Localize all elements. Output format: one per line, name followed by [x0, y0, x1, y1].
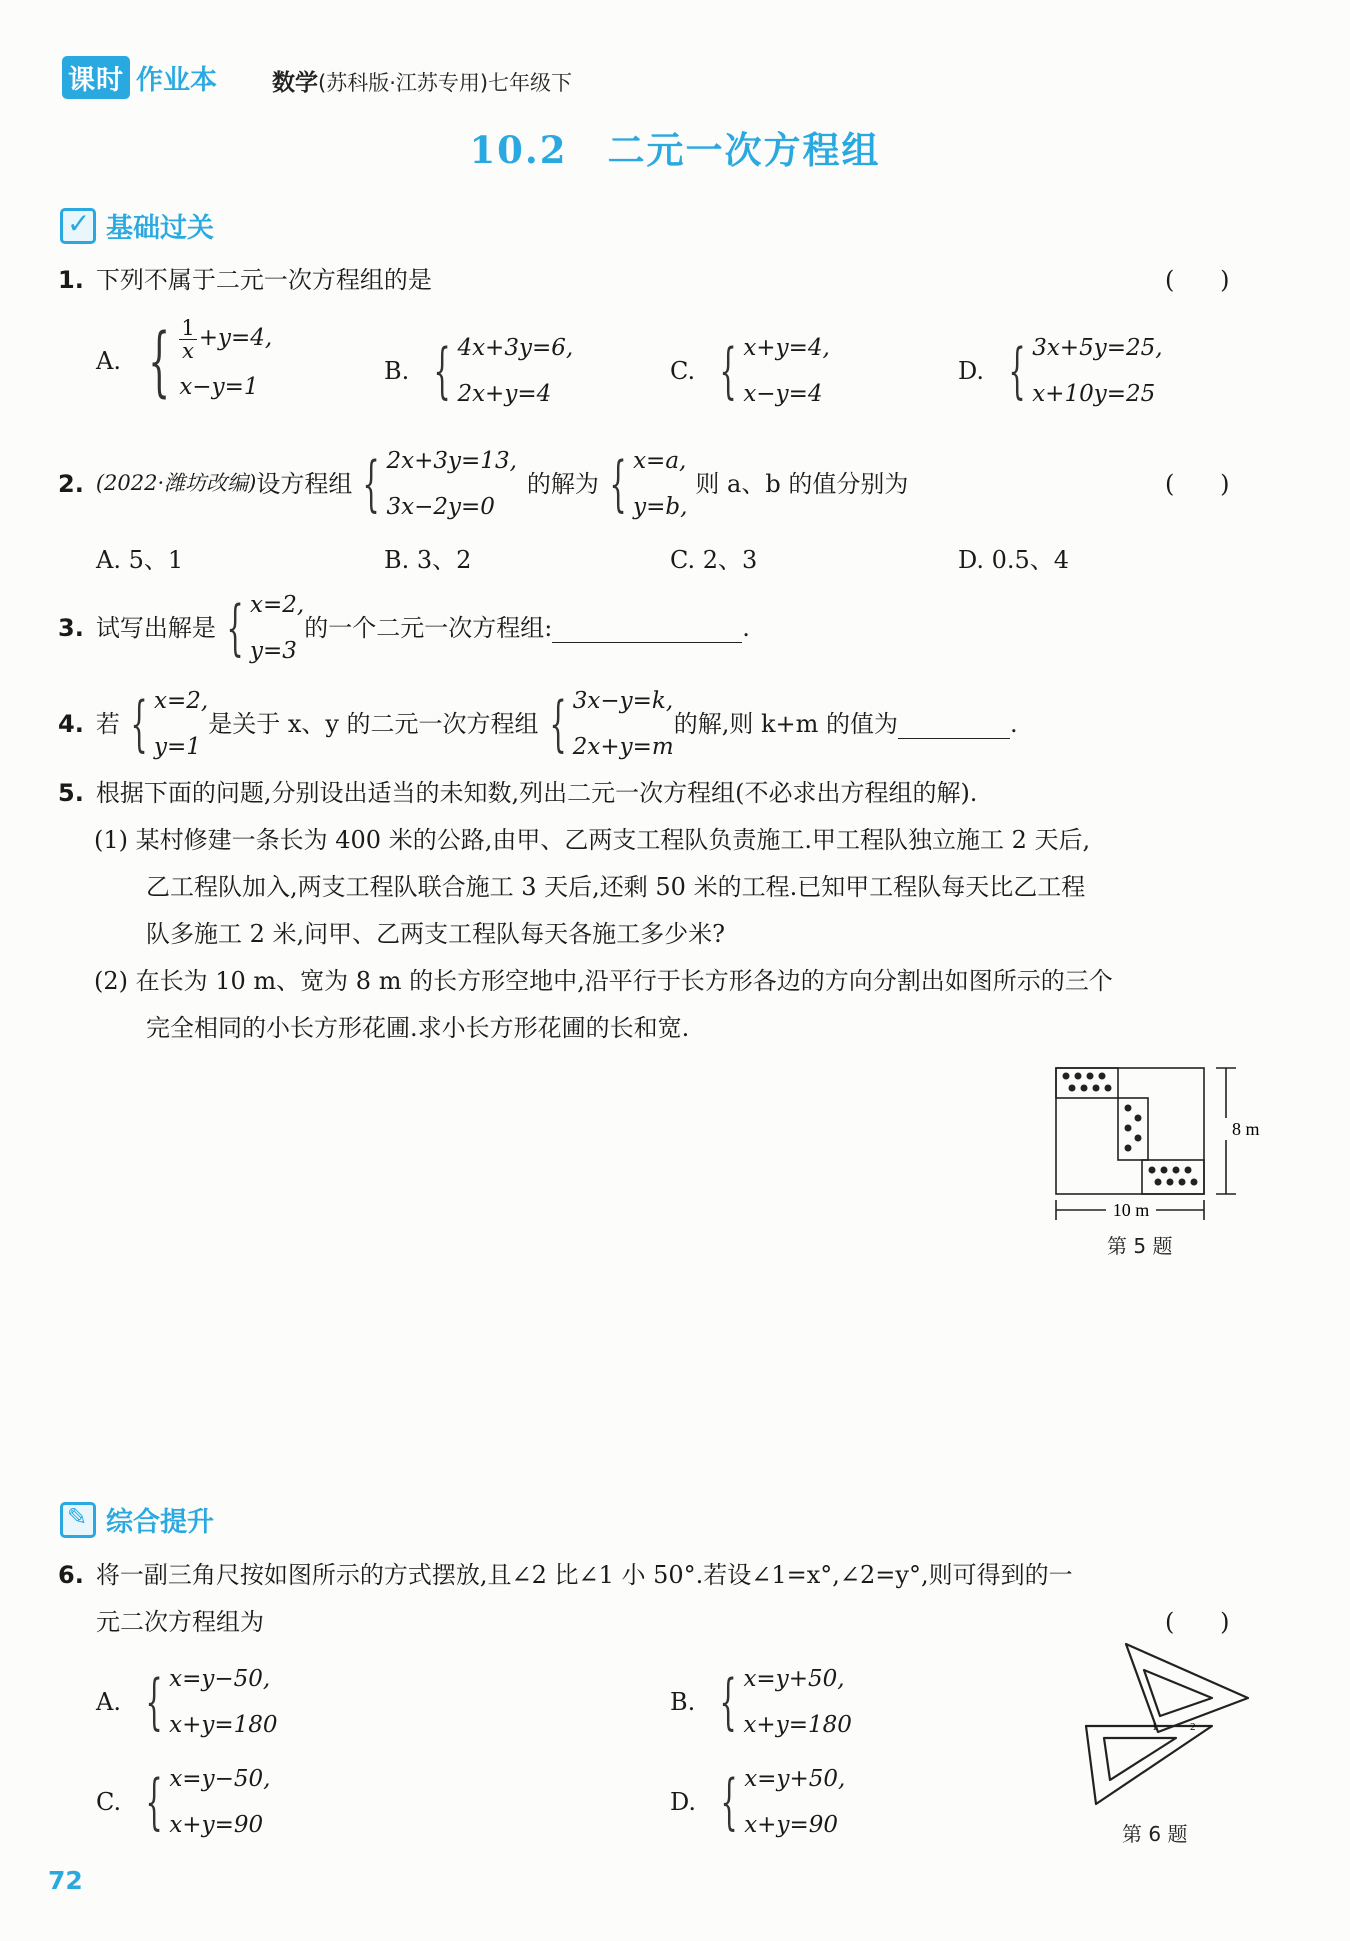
brace-icon: { [720, 1767, 738, 1837]
pencil-icon [60, 1502, 96, 1538]
answer-blank [552, 614, 742, 643]
q2-option-a: A. 5、1 [96, 546, 184, 574]
brace-icon: { [609, 449, 627, 519]
brace-icon: { [145, 1667, 163, 1737]
logo-text: 作业本 [136, 64, 217, 96]
triangle-rulers-figure [1070, 1636, 1260, 1816]
answer-blank [898, 710, 1010, 739]
answer-paren: ( ) [1165, 266, 1230, 294]
question-5: 5. 根据下面的问题,分别设出适当的未知数,列出二元一次方程组(不必求出方程组的解). (1) 某村修建一条长为 400 米的公路,由甲、乙两支工程队负责施工.甲工程队独立施工 2 天后, 乙工程队加入,两支工程队联合施工 3 天后,还剩 50 米的工程.已知甲工程队每天比乙工程 队多施工 2 米,问甲、乙两支工程队每天各施工多少米? (2) 在长为 10 m、宽为 8 m 的长方形空地中,沿平行于长方形各边的方向分割出如图所示的三个 完全相同的小长方形花圃.求小长方形花圃的长和宽. [58, 770, 1258, 1052]
brace-icon: { [145, 1767, 163, 1837]
q6-option-b: B. { x=y+50, x+y=180 [670, 1666, 852, 1738]
angle-1-label: 1 [1152, 1721, 1158, 1733]
question-6-stem: 6. 将一副三角尺按如图所示的方式摆放,且∠2 比∠1 小 50°.若设∠1=x°,∠2=y°,则可得到的一 元二次方程组为 [58, 1561, 1073, 1636]
section-heading-advanced [60, 1500, 214, 1539]
brace-icon: { [148, 316, 171, 405]
q2-option-c: C. 2、3 [670, 546, 758, 574]
question-number: 2. [58, 469, 84, 498]
page-number: 72 [48, 1866, 83, 1895]
answer-paren: ( ) [1165, 1608, 1230, 1636]
question-4: 4. 若 { x=2, y=1 是关于 x、y 的二元一次方程组 { 3x−y=k, 2x+y=m 的解,则 k+m 的值为 . [58, 688, 1018, 760]
answer-paren: ( ) [1165, 470, 1230, 498]
figure-6-caption: 第 6 题 [1122, 1822, 1188, 1846]
question-number: 3. [58, 613, 84, 642]
section-title [0, 120, 1350, 174]
checkbox-icon [60, 208, 96, 244]
book-subject: 数学 [272, 70, 318, 96]
brace-icon: { [719, 336, 737, 406]
option-label: A. [96, 347, 121, 375]
equation-system [135, 312, 272, 410]
question-1-stem [58, 266, 432, 295]
book-info [272, 64, 572, 97]
question-number: 5. [58, 779, 84, 807]
fraction: $\frac{1}{x}$ [181, 315, 195, 363]
q1-option-c: C. { x+y=4, x−y=4 [670, 335, 830, 407]
q1-option-d: D. { 3x+5y=25, x+10y=25 [958, 335, 1163, 407]
question-number: 1. [58, 266, 84, 294]
question-number: 4. [58, 709, 84, 738]
logo-badge: 课时 [62, 56, 130, 99]
section-name: 二元一次方程组 [607, 128, 881, 172]
brace-icon: { [549, 689, 567, 759]
brace-icon: { [1008, 336, 1026, 406]
q6-option-d: D. { x=y+50, x+y=90 [670, 1766, 846, 1838]
question-text: 下列不属于二元一次方程组的是 [95, 266, 432, 294]
q5-part-1: (1) 某村修建一条长为 400 米的公路,由甲、乙两支工程队负责施工.甲工程队独立施工 2 天后, [94, 826, 1091, 854]
brace-icon: { [226, 593, 244, 663]
q6-option-a: A. { x=y−50, x+y=180 [96, 1666, 278, 1738]
question-number: 6. [58, 1561, 84, 1589]
width-label: 10 m [1112, 1200, 1150, 1220]
question-3: 3. 试写出解是 { x=2, y=3 的一个二元一次方程组: . [58, 592, 750, 664]
figure-5-caption: 第 5 题 [1107, 1234, 1173, 1258]
height-label: 8 m [1232, 1119, 1260, 1139]
section-heading-basic [60, 206, 214, 245]
section-heading-label: 基础过关 [106, 213, 214, 244]
q2-option-b: B. 3、2 [384, 546, 472, 574]
brace-icon: { [433, 336, 451, 406]
question-source: (2022·潍坊改编) [95, 471, 257, 496]
brace-icon: { [362, 449, 381, 519]
q1-option-a [96, 312, 272, 410]
q1-option-b: B. { 4x+3y=6, 2x+y=4 [384, 335, 574, 407]
angle-2-label: 2 [1190, 1721, 1196, 1733]
q2-option-d: D. 0.5、4 [958, 546, 1070, 574]
book-logo [62, 56, 217, 98]
section-heading-label: 综合提升 [106, 1507, 214, 1538]
q6-option-c: C. { x=y−50, x+y=90 [96, 1766, 271, 1838]
equation-lines: $\frac{1}{x}$ +y=4, x−y=1 [179, 315, 273, 400]
brace-icon: { [719, 1667, 737, 1737]
q5-part-2: (2) 在长为 10 m、宽为 8 m 的长方形空地中,沿平行于长方形各边的方向分割出如图所示的三个 [94, 967, 1113, 995]
brace-icon: { [130, 689, 148, 759]
book-edition: (苏科版·江苏专用)七年级下 [318, 71, 573, 95]
section-number: 10.2 [469, 128, 568, 172]
question-2-stem: 2. (2022·潍坊改编) 设方程组 { 2x+3y=13, 3x−2y=0 的解为 { x=a, y=b, 则 a、b 的值分别为 [58, 448, 909, 520]
